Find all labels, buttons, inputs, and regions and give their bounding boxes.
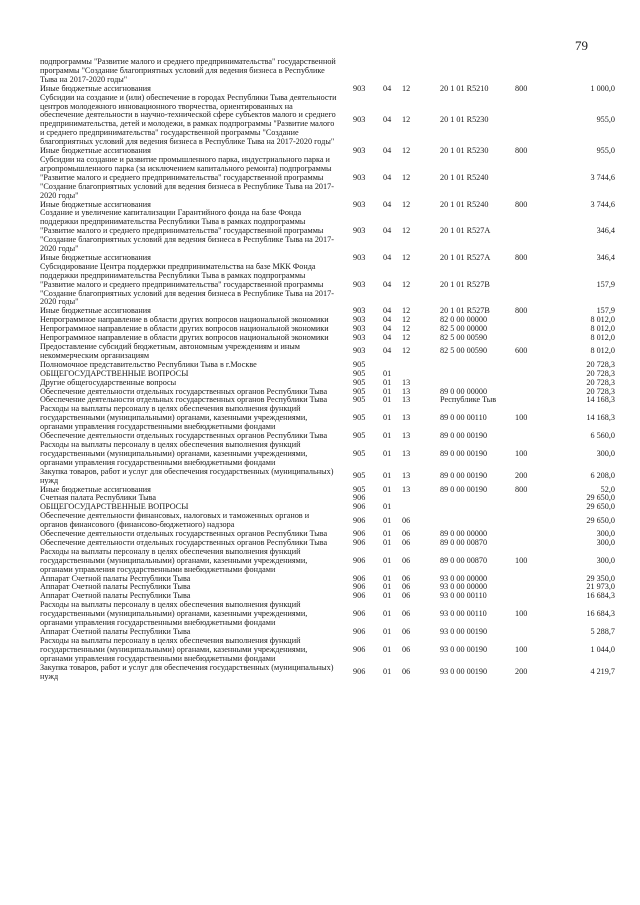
- row-description: Непрограммное направление в области других вопросов национальной экономики: [40, 324, 329, 334]
- cell-section: 04: [383, 114, 392, 124]
- cell-expense-type: 200: [515, 667, 528, 677]
- cell-subsection: 12: [402, 114, 411, 124]
- cell-grbs: 903: [353, 324, 366, 334]
- row-description: Обеспечение деятельности отдельных государственных органов Республики Тыва: [40, 395, 328, 405]
- cell-expense-type: 800: [515, 83, 528, 93]
- cell-grbs: 906: [353, 582, 366, 592]
- cell-amount: 157,9: [596, 306, 615, 316]
- cell-target-article: 93 0 00 00190: [440, 667, 488, 677]
- cell-amount: 29 650,0: [586, 502, 615, 512]
- cell-subsection: 12: [402, 252, 411, 262]
- cell-section: 01: [383, 627, 392, 636]
- cell-amount: 6 560,0: [590, 431, 615, 441]
- row-description: Аппарат Счетной палаты Республики Тыва: [40, 591, 191, 601]
- cell-target-article: 82 5 00 00000: [440, 324, 488, 334]
- row-description: Расходы на выплаты персоналу в целях обеспечения выполнения функций государственными (муниципальными) органами, казенными учреждениями, органами управления государственными внебюджетными фондами: [40, 404, 308, 432]
- row-description: Непрограммное направление в области других вопросов национальной экономики: [40, 333, 329, 343]
- cell-section: 01: [383, 431, 392, 441]
- row-description: Непрограммное направление в области других вопросов национальной экономики: [40, 315, 329, 325]
- cell-grbs: 903: [353, 333, 366, 343]
- cell-section: 04: [383, 333, 392, 343]
- cell-grbs: 905: [353, 484, 366, 494]
- cell-expense-type: 800: [515, 146, 528, 156]
- cell-grbs: 906: [353, 502, 366, 512]
- row-description: Обеспечение деятельности отдельных государственных органов Республики Тыва: [40, 529, 328, 539]
- cell-target-article: 82 5 00 00590: [440, 333, 488, 343]
- cell-subsection: 12: [402, 146, 411, 156]
- table-row: [40, 468, 615, 486]
- cell-section: 04: [383, 279, 392, 289]
- cell-grbs: 903: [353, 83, 366, 93]
- cell-amount: 4 219,7: [590, 667, 615, 677]
- row-description: Создание и увеличение капитализации Гарантийного фонда на базе Фонда поддержки предпринимательства Республики Тыва в рамках подпрограммы "Развитие малого и среднего предпринимательства" государственной программы "Создание благоприятных условий для ведения бизнеса в Республике Тыва на 2017-2020 годы": [40, 208, 334, 254]
- cell-grbs: 906: [353, 627, 366, 636]
- table-row: [40, 209, 615, 254]
- cell-amount: 29 650,0: [586, 515, 615, 525]
- cell-grbs: 906: [353, 537, 366, 547]
- table-row: [40, 637, 615, 664]
- cell-grbs: 903: [353, 199, 366, 209]
- cell-target-article: 20 1 01 R527А: [440, 226, 491, 236]
- row-description: Обеспечение деятельности отдельных государственных органов Республики Тыва: [40, 431, 328, 441]
- cell-subsection: 06: [402, 591, 411, 601]
- cell-grbs: 906: [353, 644, 366, 654]
- cell-grbs: 906: [353, 529, 366, 539]
- cell-grbs: 905: [353, 359, 366, 369]
- cell-amount: 346,4: [596, 252, 615, 262]
- cell-grbs: 903: [353, 114, 366, 124]
- cell-target-article: 89 0 00 00190: [440, 471, 488, 481]
- cell-grbs: 905: [353, 413, 366, 423]
- cell-amount: 6 208,0: [590, 471, 615, 481]
- cell-expense-type: 800: [515, 199, 528, 209]
- cell-section: 01: [383, 537, 392, 547]
- row-description: Закупка товаров, работ и услуг для обеспечения государственных (муниципальных) нужд: [40, 662, 334, 681]
- cell-target-article: 20 1 01 R5240: [440, 199, 489, 209]
- table-row: [40, 441, 615, 468]
- cell-subsection: 12: [402, 324, 411, 334]
- cell-section: 01: [383, 529, 392, 539]
- cell-amount: 1 000,0: [590, 83, 615, 93]
- cell-subsection: 12: [402, 199, 411, 209]
- cell-amount: 21 973,0: [586, 582, 615, 592]
- cell-subsection: 13: [402, 484, 411, 494]
- row-description: Иные бюджетные ассигнования: [40, 146, 151, 156]
- cell-amount: 8 012,0: [590, 346, 615, 356]
- cell-section: 01: [383, 413, 392, 423]
- table-row: [40, 156, 615, 201]
- cell-expense-type: 100: [515, 644, 528, 654]
- row-description: Иные бюджетные ассигнования: [40, 484, 151, 494]
- budget-table: [40, 58, 615, 681]
- cell-amount: 300,0: [596, 537, 615, 547]
- cell-subsection: 12: [402, 315, 411, 325]
- table-row: [40, 58, 615, 85]
- cell-section: 04: [383, 172, 392, 182]
- row-description: Субсидии на создание и (или) обеспечение в городах Республики Тыва деятельности центров молодежного инновационного творчества, ориентированных на обеспечение деятельности в научно-технической сфере субъектов малого и среднего предпринимательства, детей и молодежи, в рамках подпрограммы "Развитие малого и среднего предпринимательства" государственной программы "Создание благоприятных условий для ведения бизнеса в Республике Тыва на 2017-2020 годы": [40, 92, 337, 147]
- cell-grbs: 903: [353, 226, 366, 236]
- cell-section: 04: [383, 146, 392, 156]
- row-description: Иные бюджетные ассигнования: [40, 306, 151, 316]
- cell-grbs: 905: [353, 431, 366, 441]
- cell-amount: 3 744,6: [590, 172, 615, 182]
- cell-amount: 29 350,0: [586, 573, 615, 583]
- cell-target-article: 20 1 01 R5210: [440, 83, 489, 93]
- row-description: Расходы на выплаты персоналу в целях обеспечения выполнения функций государственными (муниципальными) органами, казенными учреждениями, органами управления государственными внебюджетными фондами: [40, 600, 308, 628]
- cell-amount: 52,0: [600, 484, 615, 494]
- row-description: Субсидии на создание и развитие промышленного парка, индустриального парка и агропромышленного парка (за исключением капитального ремонта) подпрограммы "Развитие малого и среднего предпринимательства" государственной программы "Создание благоприятных условий для ведения бизнеса в Республике Тыва на 2017-2020 годы": [40, 154, 334, 200]
- cell-section: 01: [383, 573, 392, 583]
- cell-amount: 8 012,0: [590, 333, 615, 343]
- cell-subsection: 12: [402, 333, 411, 343]
- cell-section: 01: [383, 591, 392, 601]
- cell-amount: 20 728,3: [586, 368, 615, 378]
- cell-target-article: Республике Тыв: [440, 395, 497, 405]
- cell-grbs: 905: [353, 377, 366, 387]
- cell-grbs: 905: [353, 471, 366, 481]
- cell-section: 01: [383, 377, 392, 387]
- cell-expense-type: 800: [515, 306, 528, 316]
- cell-amount: 955,0: [596, 146, 615, 156]
- cell-section: 01: [383, 484, 392, 494]
- cell-target-article: 89 0 00 00190: [440, 448, 488, 458]
- cell-subsection: 13: [402, 431, 411, 441]
- cell-target-article: 82 5 00 00590: [440, 346, 488, 356]
- row-description: Закупка товаров, работ и услуг для обеспечения государственных (муниципальных) нужд: [40, 466, 334, 485]
- cell-grbs: 903: [353, 306, 366, 316]
- row-description: Расходы на выплаты персоналу в целях обеспечения выполнения функций государственными (муниципальными) органами, казенными учреждениями, органами управления государственными внебюджетными фондами: [40, 635, 308, 663]
- row-description: Другие общегосударственные вопросы: [40, 377, 177, 387]
- table-row: [40, 512, 615, 530]
- cell-target-article: 93 0 00 00190: [440, 627, 488, 636]
- cell-expense-type: 800: [515, 484, 528, 494]
- cell-grbs: 903: [353, 315, 366, 325]
- cell-section: 01: [383, 515, 392, 525]
- row-description: Полномочное представительство Республики Тыва в г.Москве: [40, 359, 257, 369]
- cell-target-article: 20 1 01 R527В: [440, 279, 490, 289]
- cell-target-article: 20 1 01 R5230: [440, 114, 489, 124]
- cell-subsection: 12: [402, 226, 411, 236]
- row-description: Иные бюджетные ассигнования: [40, 252, 151, 262]
- table-row: [40, 601, 615, 628]
- cell-section: 01: [383, 471, 392, 481]
- cell-amount: 955,0: [596, 114, 615, 124]
- cell-subsection: 13: [402, 471, 411, 481]
- cell-amount: 14 168,3: [586, 395, 615, 405]
- cell-grbs: 903: [353, 279, 366, 289]
- cell-target-article: 89 0 00 00000: [440, 386, 488, 396]
- cell-amount: 3 744,6: [590, 199, 615, 209]
- cell-grbs: 905: [353, 448, 366, 458]
- cell-section: 01: [383, 368, 392, 378]
- cell-target-article: 89 0 00 00000: [440, 529, 488, 539]
- row-description: Расходы на выплаты персоналу в целях обеспечения выполнения функций государственными (муниципальными) органами, казенными учреждениями, органами управления государственными внебюджетными фондами: [40, 546, 308, 574]
- cell-target-article: 93 0 00 00110: [440, 609, 487, 619]
- cell-grbs: 905: [353, 386, 366, 396]
- cell-target-article: 20 1 01 R527В: [440, 306, 490, 316]
- cell-grbs: 903: [353, 172, 366, 182]
- cell-subsection: 13: [402, 413, 411, 423]
- cell-grbs: 906: [353, 555, 366, 565]
- cell-subsection: 06: [402, 644, 411, 654]
- row-description: Иные бюджетные ассигнования: [40, 83, 151, 93]
- cell-grbs: 905: [353, 368, 366, 378]
- cell-grbs: 903: [353, 146, 366, 156]
- row-description: Предоставление субсидий бюджетным, автономным учреждениям и иным некоммерческим организациям: [40, 342, 300, 360]
- cell-target-article: 89 0 00 00870: [440, 555, 488, 565]
- row-description: Обеспечение деятельности отдельных государственных органов Республики Тыва: [40, 537, 328, 547]
- cell-section: 04: [383, 306, 392, 316]
- page-number: 79: [575, 38, 588, 53]
- cell-grbs: 906: [353, 573, 366, 583]
- cell-subsection: 06: [402, 573, 411, 583]
- cell-target-article: 89 0 00 00870: [440, 537, 488, 547]
- cell-target-article: 93 0 00 00000: [440, 582, 488, 592]
- cell-section: 01: [383, 448, 392, 458]
- table-row: [40, 343, 615, 361]
- cell-target-article: 93 0 00 00110: [440, 591, 487, 601]
- cell-amount: 5 288,7: [590, 627, 615, 636]
- cell-subsection: 12: [402, 83, 411, 93]
- cell-amount: 1 044,0: [590, 644, 615, 654]
- table-row: [40, 548, 615, 575]
- cell-amount: 157,9: [596, 279, 615, 289]
- cell-subsection: 06: [402, 582, 411, 592]
- cell-expense-type: 100: [515, 413, 528, 423]
- cell-section: 04: [383, 83, 392, 93]
- cell-grbs: 906: [353, 493, 366, 503]
- cell-section: 04: [383, 226, 392, 236]
- cell-target-article: 89 0 00 00190: [440, 484, 488, 494]
- cell-subsection: 13: [402, 395, 411, 405]
- cell-target-article: 89 0 00 00190: [440, 431, 488, 441]
- cell-section: 01: [383, 582, 392, 592]
- cell-expense-type: 800: [515, 252, 528, 262]
- cell-amount: 8 012,0: [590, 315, 615, 325]
- cell-section: 04: [383, 252, 392, 262]
- cell-subsection: 06: [402, 537, 411, 547]
- cell-amount: 300,0: [596, 448, 615, 458]
- cell-target-article: 89 0 00 00110: [440, 413, 487, 423]
- table-row: [40, 263, 615, 308]
- cell-subsection: 06: [402, 627, 411, 636]
- cell-grbs: 903: [353, 252, 366, 262]
- cell-target-article: 93 0 00 00000: [440, 573, 488, 583]
- cell-expense-type: 200: [515, 471, 528, 481]
- cell-subsection: 06: [402, 529, 411, 539]
- cell-subsection: 12: [402, 306, 411, 316]
- cell-expense-type: 100: [515, 555, 528, 565]
- cell-subsection: 12: [402, 346, 411, 356]
- cell-amount: 20 728,3: [586, 386, 615, 396]
- cell-subsection: 06: [402, 667, 411, 677]
- cell-section: 01: [383, 644, 392, 654]
- cell-subsection: 06: [402, 609, 411, 619]
- cell-expense-type: 100: [515, 609, 528, 619]
- cell-expense-type: 100: [515, 448, 528, 458]
- row-description: Аппарат Счетной палаты Республики Тыва: [40, 573, 191, 583]
- cell-grbs: 906: [353, 667, 366, 677]
- cell-grbs: 903: [353, 346, 366, 356]
- cell-section: 01: [383, 502, 392, 512]
- cell-amount: 346,4: [596, 226, 615, 236]
- cell-subsection: 12: [402, 279, 411, 289]
- cell-subsection: 06: [402, 515, 411, 525]
- cell-subsection: 12: [402, 172, 411, 182]
- cell-amount: 20 728,3: [586, 359, 615, 369]
- cell-section: 01: [383, 395, 392, 405]
- cell-amount: 29 650,0: [586, 493, 615, 503]
- cell-grbs: 906: [353, 591, 366, 601]
- row-description: Счетная палата Республики Тыва: [40, 493, 157, 503]
- table-row: [40, 94, 615, 147]
- cell-subsection: 06: [402, 555, 411, 565]
- cell-section: 01: [383, 386, 392, 396]
- cell-section: 04: [383, 199, 392, 209]
- row-description: Обеспечение деятельности финансовых, налоговых и таможенных органов и органов финансового (финансово-бюджетного) надзора: [40, 511, 310, 530]
- row-description: Аппарат Счетной палаты Республики Тыва: [40, 582, 191, 592]
- cell-amount: 14 168,3: [586, 413, 615, 423]
- cell-section: 04: [383, 324, 392, 334]
- cell-subsection: 13: [402, 448, 411, 458]
- cell-section: 01: [383, 667, 392, 677]
- cell-grbs: 906: [353, 609, 366, 619]
- table-row: [40, 405, 615, 432]
- cell-amount: 8 012,0: [590, 324, 615, 334]
- cell-section: 04: [383, 315, 392, 325]
- cell-subsection: 13: [402, 386, 411, 396]
- cell-target-article: 82 0 00 00000: [440, 315, 488, 325]
- cell-grbs: 906: [353, 515, 366, 525]
- cell-grbs: 905: [353, 395, 366, 405]
- cell-expense-type: 600: [515, 346, 528, 356]
- cell-subsection: 13: [402, 377, 411, 387]
- row-description: ОБЩЕГОСУДАРСТВЕННЫЕ ВОПРОСЫ: [40, 502, 189, 512]
- row-description: ОБЩЕГОСУДАРСТВЕННЫЕ ВОПРОСЫ: [40, 368, 189, 378]
- cell-section: 04: [383, 346, 392, 356]
- cell-amount: 300,0: [596, 555, 615, 565]
- cell-target-article: 20 1 01 R5240: [440, 172, 489, 182]
- row-description: Субсидирование Центра поддержки предпринимательства на базе МКК Фонда поддержки предпринимательства Республики Тыва в рамках подпрограммы "Развитие малого и среднего предпринимательства" государственной программы "Создание благоприятных условий для ведения бизнеса в Республике Тыва на 2017-2020 годы": [40, 261, 334, 307]
- row-description: подпрограммы "Развитие малого и среднего предпринимательства" государственной программы "Создание благоприятных условий для ведения бизнеса в Республике Тыва на 2017-2020 годы": [40, 57, 336, 84]
- cell-amount: 16 684,3: [586, 609, 615, 619]
- row-description: Расходы на выплаты персоналу в целях обеспечения выполнения функций государственными (муниципальными) органами, казенными учреждениями, органами управления государственными внебюджетными фондами: [40, 439, 308, 467]
- cell-section: 01: [383, 609, 392, 619]
- cell-section: 01: [383, 555, 392, 565]
- cell-amount: 20 728,3: [586, 377, 615, 387]
- cell-amount: 16 684,3: [586, 591, 615, 601]
- cell-amount: 300,0: [596, 529, 615, 539]
- cell-target-article: 20 1 01 R5230: [440, 146, 489, 156]
- row-description: Обеспечение деятельности отдельных государственных органов Республики Тыва: [40, 386, 328, 396]
- cell-target-article: 20 1 01 R527А: [440, 252, 491, 262]
- table-row: [40, 664, 615, 682]
- cell-target-article: 93 0 00 00190: [440, 644, 488, 654]
- row-description: Иные бюджетные ассигнования: [40, 199, 151, 209]
- row-description: Аппарат Счетной палаты Республики Тыва: [40, 627, 191, 636]
